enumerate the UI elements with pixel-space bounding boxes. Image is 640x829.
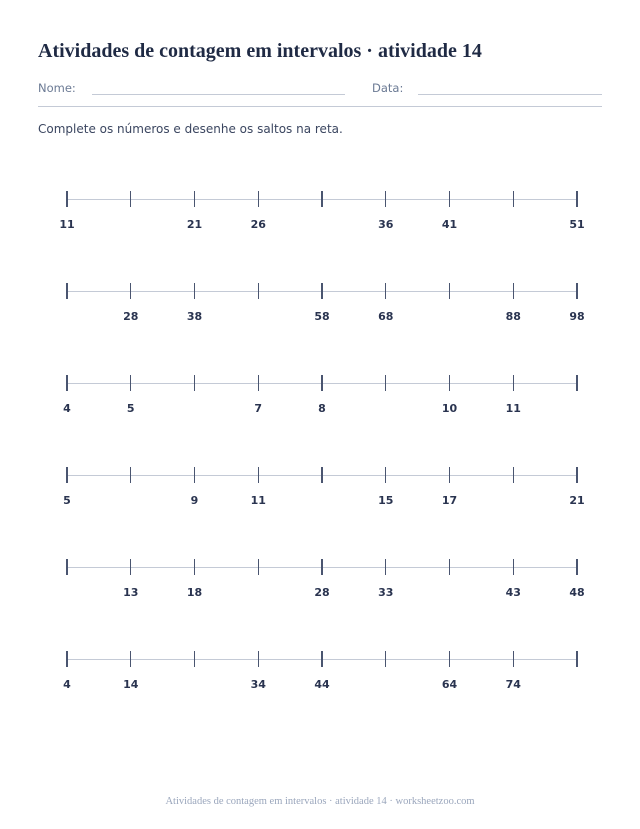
tick-mark bbox=[321, 651, 322, 667]
tick-label: 11 bbox=[250, 494, 266, 507]
tick-label: 34 bbox=[250, 678, 266, 691]
tick-mark bbox=[194, 559, 195, 575]
tick-label: 41 bbox=[441, 218, 458, 231]
tick-label: 51 bbox=[569, 218, 585, 231]
tick-label: 7 bbox=[254, 402, 263, 415]
tick-label: 26 bbox=[250, 218, 266, 231]
tick-mark bbox=[258, 283, 259, 299]
tick-mark bbox=[66, 375, 67, 391]
tick-mark bbox=[513, 559, 514, 575]
tick-mark bbox=[258, 559, 259, 575]
tick-label: 17 bbox=[441, 494, 458, 507]
tick-mark bbox=[576, 375, 577, 391]
tick-mark bbox=[321, 467, 322, 483]
tick-mark bbox=[194, 467, 195, 483]
date-label: Data: bbox=[372, 81, 404, 95]
tick-mark bbox=[321, 559, 322, 575]
tick-mark bbox=[194, 375, 195, 391]
tick-mark bbox=[66, 283, 67, 299]
tick-mark bbox=[258, 375, 259, 391]
number-line bbox=[0, 190, 640, 236]
tick-label: 21 bbox=[569, 494, 585, 507]
number-line bbox=[0, 650, 640, 696]
tick-label: 21 bbox=[186, 218, 203, 231]
footer-text: Atividades de contagem em intervalos · atividade 14 · worksheetzoo.com bbox=[165, 796, 475, 807]
tick-label: 13 bbox=[123, 586, 139, 599]
tick-mark bbox=[130, 191, 131, 207]
tick-mark bbox=[576, 651, 577, 667]
tick-mark bbox=[385, 191, 386, 207]
tick-mark bbox=[321, 283, 322, 299]
tick-mark bbox=[385, 375, 386, 391]
tick-label: 43 bbox=[505, 586, 521, 599]
tick-label: 98 bbox=[569, 310, 585, 323]
tick-label: 4 bbox=[63, 402, 71, 415]
tick-label: 48 bbox=[569, 586, 585, 599]
tick-mark bbox=[258, 467, 259, 483]
tick-mark bbox=[576, 191, 577, 207]
number-line bbox=[0, 466, 640, 512]
tick-label: 88 bbox=[505, 310, 521, 323]
tick-mark bbox=[449, 651, 450, 667]
tick-mark bbox=[130, 651, 131, 667]
tick-mark bbox=[385, 559, 386, 575]
tick-mark bbox=[194, 651, 195, 667]
tick-mark bbox=[449, 559, 450, 575]
tick-label: 36 bbox=[378, 218, 394, 231]
tick-mark bbox=[576, 467, 577, 483]
tick-mark bbox=[576, 283, 577, 299]
tick-mark bbox=[66, 191, 67, 207]
tick-label: 5 bbox=[63, 494, 71, 507]
tick-label: 38 bbox=[186, 310, 203, 323]
tick-mark bbox=[385, 467, 386, 483]
number-line bbox=[0, 282, 640, 328]
tick-mark bbox=[258, 651, 259, 667]
tick-mark bbox=[385, 651, 386, 667]
tick-label: 74 bbox=[505, 678, 521, 691]
tick-mark bbox=[130, 467, 131, 483]
tick-label: 8 bbox=[318, 402, 326, 415]
tick-label: 5 bbox=[126, 402, 135, 415]
tick-mark bbox=[194, 283, 195, 299]
tick-mark bbox=[576, 559, 577, 575]
tick-mark bbox=[513, 651, 514, 667]
name-label: Nome: bbox=[38, 81, 76, 95]
tick-mark bbox=[130, 559, 131, 575]
tick-mark bbox=[449, 375, 450, 391]
tick-label: 44 bbox=[314, 678, 330, 691]
tick-label: 64 bbox=[441, 678, 458, 691]
tick-mark bbox=[385, 283, 386, 299]
tick-label: 68 bbox=[378, 310, 394, 323]
tick-label: 33 bbox=[378, 586, 394, 599]
page-title: Atividades de contagem em intervalos · atividade 14 bbox=[38, 40, 482, 62]
tick-mark bbox=[66, 559, 67, 575]
tick-mark bbox=[130, 283, 131, 299]
tick-mark bbox=[513, 191, 514, 207]
tick-mark bbox=[449, 191, 450, 207]
tick-label: 15 bbox=[378, 494, 394, 507]
instructions-text: Complete os números e desenhe os saltos na reta. bbox=[38, 122, 343, 136]
tick-mark bbox=[194, 191, 195, 207]
tick-mark bbox=[449, 283, 450, 299]
tick-mark bbox=[66, 651, 67, 667]
tick-label: 11 bbox=[59, 218, 75, 231]
tick-mark bbox=[321, 191, 322, 207]
tick-mark bbox=[449, 467, 450, 483]
tick-label: 58 bbox=[314, 310, 330, 323]
tick-label: 28 bbox=[314, 586, 330, 599]
name-field-line[interactable] bbox=[92, 94, 345, 95]
tick-label: 10 bbox=[441, 402, 458, 415]
header-divider bbox=[38, 106, 602, 107]
tick-mark bbox=[513, 283, 514, 299]
tick-mark bbox=[66, 467, 67, 483]
tick-label: 28 bbox=[123, 310, 139, 323]
tick-label: 18 bbox=[186, 586, 203, 599]
tick-mark bbox=[513, 375, 514, 391]
number-line bbox=[0, 374, 640, 420]
tick-label: 11 bbox=[505, 402, 521, 415]
tick-label: 14 bbox=[123, 678, 139, 691]
tick-mark bbox=[258, 191, 259, 207]
tick-mark bbox=[321, 375, 322, 391]
tick-mark bbox=[130, 375, 131, 391]
tick-label: 4 bbox=[63, 678, 71, 691]
date-field-line[interactable] bbox=[418, 94, 602, 95]
tick-mark bbox=[513, 467, 514, 483]
tick-label: 9 bbox=[190, 494, 199, 507]
number-line bbox=[0, 558, 640, 604]
